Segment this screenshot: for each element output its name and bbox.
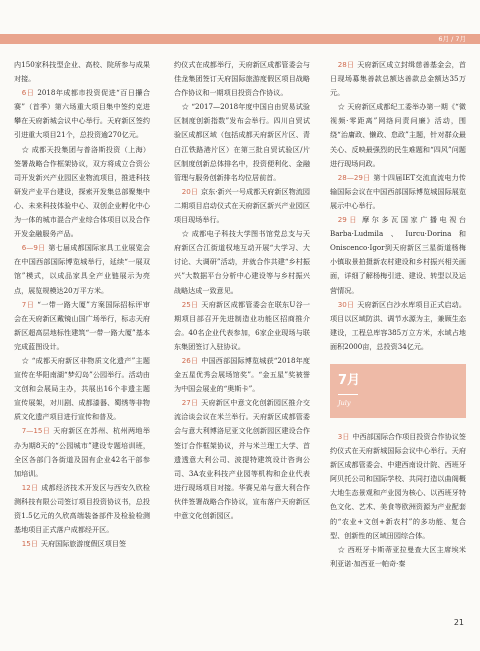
column-1 [14,58,150,551]
entry-text: 京东·新兴一号成都天府新区物流园二期项目启动仪式在天府新区新兴产业园区项目现场举行。 [174,186,310,225]
entry-text: 第十四届IET交流直流电力传输国际会议在中国西部国际博览城国际展览展示中心举行。 [330,172,466,210]
entry-text: ☆ 成都电子科技大学图书馆党总支与天府新区合江街道权地互动开展“大学习、大讨论、大调研”活动，并就合作共建“乡村振兴”大数据平台分析中心建设等与乡村振兴战略达成一致意见。 [174,229,310,295]
entry-text: 成都经济技术开发区与西安久欣检测科技有限公司签订项目投资协议书，总投资1.5亿元的久欣高端装备部件及检验检测基地项目正式落户成都经开区。 [14,482,151,535]
entry-text: 内150家科技型企业、高校、院所参与成果对接。 [14,60,150,84]
chronicle-entry [330,213,466,298]
chronicle-entry [174,396,310,523]
month-heading-en: July [338,398,351,407]
chronicle-entry [330,58,466,100]
entry-text: 第七届成都国际家具工业展览会在中国西部国际博览城举行，延续“一展双馆”模式，以成品家具全产业链展示为亮点，展览规模达20万平方米。 [14,243,151,295]
entry-text: 天府新区在苏州、杭州两地举办为期8天的“公园城市”建设专题培训班，全区各部门各街道及国有企业42名干部参加培训。 [14,426,150,478]
entry-date: 28日 [337,60,355,69]
chronicle-entry [14,424,150,480]
entry-text: 天府新区成都管委会在联东U谷一期项目部召开先进制造业功能区招商推介会。40名企业代表参加，6家企业现场与联东集团签订入驻协议。 [174,299,310,351]
entry-text: 中国西部国际博览城获“2018年度金五星优秀会展场馆奖”。“金五星”奖被誉为中国会展业的“奥斯卡”。 [174,355,310,394]
entry-text: ☆ “2017—2018年度中国自由贸易试验区制度创新指数”发布会举行。四川自贸试验区成都区域（包括成都天府新区片区、青白江铁路港片区）在第三批自贸试验区/片区制度创新总体排名中，投资便利化、金融管理与服务创新排名均位居前首。 [174,102,310,182]
entry-date: 15日 [21,539,38,549]
entry-text: 约仪式在成都举行，天府新区成都管委会与佳龙集团签订天府国际旅游度假区项目战略合作协议和一期项目投资合作协议。 [174,60,310,98]
entry-date: 29日 [337,215,360,225]
entry-date: 6—9日 [21,243,46,253]
chronicle-entry [14,143,150,242]
entry-text: ☆ 天府新区成都纪工委举办第一期《“微视频·零距离”网络问责问廉》活动，围绕“治庸政、懒政、怠政”主题，针对群众最关心、反映最强烈的民生难题和“四风”问题进行现场问政。 [330,102,466,168]
entry-date: 6日 [21,88,35,98]
entry-date: 25日 [181,299,199,309]
entry-text: ☆ 成都天投集团与普洛斯投资（上海）签署战略合作框架协议，双方将成立合资公司开发新兴产业园区业物流项目，推进科技研发产业平台建设，探索开发集总部聚集中心、未来科技体验中心、双创企业孵化中心为一体的城市混合产业综合体项目以及合作开发金融服务产品。 [14,144,150,239]
entry-date: 20日 [181,186,198,196]
entry-date: 12日 [21,482,39,492]
month-heading-box [330,364,466,418]
month-heading-rule [338,394,358,395]
chronicle-entry [174,298,310,354]
chronicle-entry [330,430,466,543]
entry-date: 26日 [181,355,199,365]
chronicle-entry [330,100,466,170]
entry-text: ☆ 西班牙卡斯蒂亚拉曼查大区主席埃米利亚诺·加西亚一帕奇·秦 [330,544,466,568]
entry-text: 2018年成都市投资促进“百日攥合赛”（首季）第六场重大项目集中签约克进攀在天府新城会议中心举行。天府新区签约引进重大项目21个，总投资逾270亿元。 [14,88,150,140]
entry-text: “一带一路大厦”方案国际招标评审会在天府新区戴镜山国广场举行，标志天府新区超高层地标性建筑“一带一路大厦”基本完成蓝图设计。 [14,299,150,351]
column-2 [174,58,310,523]
entry-text: 天府新区成立封缉慈善基金会，首日现场募集善款总额达善款总金额达35万元。 [330,60,467,98]
column-3 [330,58,466,571]
header-bar [0,34,480,44]
chronicle-entry [14,354,150,424]
page-number: 21 [453,618,464,627]
chronicle-entry [14,241,150,297]
chronicle-entry [174,185,310,227]
chronicle-entry [14,537,150,551]
chronicle-entry [14,58,150,86]
entry-text: 天府新区中意文化创新园区推介交流洽谈会议在米兰举行。天府新区成都管委会与意大利博洛尼亚文化创新园区建设合作签订合作框架协议，并与米兰理工大学、首遗透意大利公司、波提特建筑设计咨询公司、3A农业科技产业园等机构和企业代表进行现场项目对接。华赛兄弟与意大利合作伙伴签署战略合作协议，宣布落户天府新区中意文化创新园区。 [174,398,311,520]
chronicle-entry [14,298,150,354]
chronicle-entry [14,86,150,142]
chronicle-entry [174,354,310,396]
chronicle-entry [174,58,310,100]
month-heading-cn: 7月 [338,372,361,388]
entry-date: 27日 [181,398,199,408]
entry-text: 摩尔多瓦国家广播电视台Barba·Ludmila、Iurcu·Dorina和Oniscenco·Igor到天府新区三星街道杨梅小镇取景拍摄新农村建设和乡村振兴相关画面，详细了解杨梅引进、建设、转型以及运营情况。 [330,215,466,295]
entry-text: 中西部国际合作项目投资合作协议签约仪式在天府新城国际会议中心举行。天府新区成都管委会、中建西南设计院、西班牙阿贝托公司和国际学校、共同打造以曲阁概大地生态景观和产业园为核心、以西班牙特色文化、艺术、美食等欧洲资源为产业配套的“农业+文创+新农村”的多功能、复合型、创新性的区域田园综合体。 [330,431,467,540]
entry-text: 天府新区白沙水库项目正式启动。项目以区域防洪、调节水源为主，兼顾生态建设，工程总库容385万立方米，水域占地面积2000亩，总投资34亿元。 [330,299,467,351]
chronicle-entry [330,171,466,213]
chronicle-entry [330,298,466,354]
entry-text: 天府国际旅游度假区项目签 [40,539,127,549]
entry-date: 30日 [337,299,355,309]
header-month-label: 6月 / 7月 [438,35,466,43]
chronicle-entry [330,543,466,571]
chronicle-entry [14,481,150,537]
chronicle-entry [174,100,310,185]
chronicle-entry [174,227,310,297]
entry-date: 7日 [21,299,35,309]
entry-text: ☆ “成都天府新区非物质文化遗产”主题宣传在华阳南湖“梦幻岛”公园举行。活动由文创和会展局主办，共展出16个非遗主题宣传展架，对川剧、成都漆器、蜀绣等非物质文化遗产项目进行宣传和普及。 [14,355,150,422]
entry-date: 28—29日 [337,172,371,182]
entry-date: 3日 [337,431,350,441]
entry-date: 7—15日 [21,426,51,436]
